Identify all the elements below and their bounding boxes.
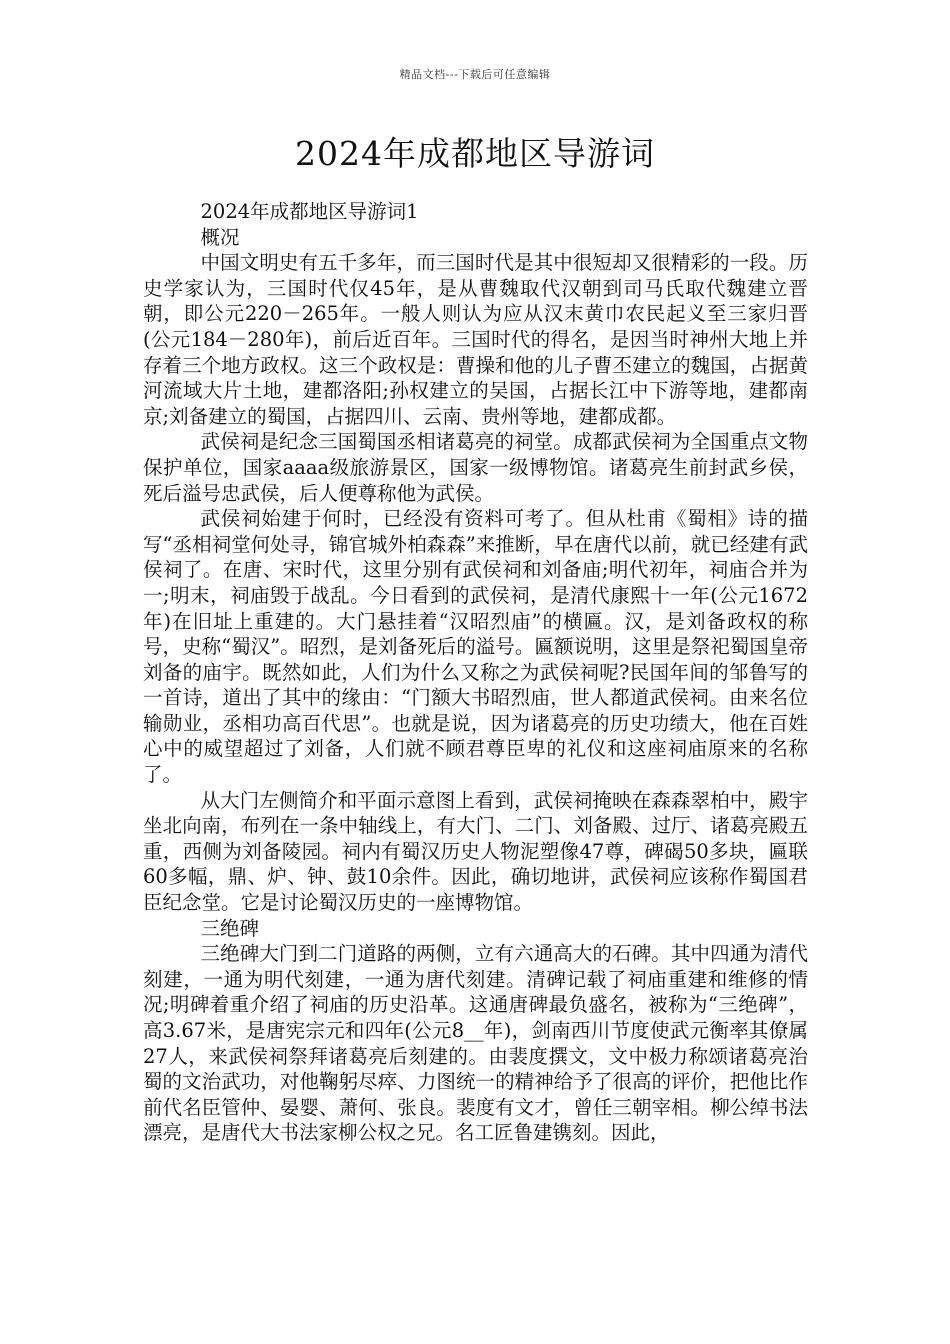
body-paragraph: 从大门左侧简介和平面示意图上看到，武侯祠掩映在森森翠柏中，殿宇坐北向南，布列在一条中轴线上，有大门、二门、刘备殿、过厅、诸葛亮殿五重，西侧为刘备陵园。祠内有蜀汉历史人物泥塑像47尊，碑碣50多块，匾联60多幅，鼎、炉、钟、鼓10余件。因此，确切地讲，武侯祠应该称作蜀国君臣纪念堂。它是讨论蜀汉历史的一座博物馆。 (143, 788, 808, 915)
body-paragraph: 武侯祠始建于何时，已经没有资料可考了。但从杜甫《蜀相》诗的描写“丞相祠堂何处寻，锦官城外柏森森”来推断，早在唐代以前，就已经建有武侯祠了。在唐、宋时代，这里分别有武侯祠和刘备庙;明代初年，祠庙合并为一;明末，祠庙毁于战乱。今日看到的武侯祠，是清代康熙十一年(公元1672年)在旧址上重建的。大门悬挂着“汉昭烈庙”的横匾。汉，是刘备政权的称号，史称“蜀汉”。昭烈，是刘备死后的溢号。匾额说明，这里是祭祀蜀国皇帝刘备的庙宇。既然如此，人们为什么又称之为武侯祠呢?民国年间的邹鲁写的一首诗，道出了其中的缘由：“门额大书昭烈庙，世人都道武侯祠。由来名位输勋业，丞相功高百代思”。也就是说，因为诸葛亮的历史功绩大，他在百姓心中的威望超过了刘备，人们就不顾君尊臣卑的礼仪和这座祠庙原来的名称了。 (143, 507, 808, 787)
document-subtitle: 2024年成都地区导游词1 (200, 200, 419, 223)
body-paragraph: 武侯祠是纪念三国蜀国丞相诸葛亮的祠堂。成都武侯祠为全国重点文物保护单位，国家aaaa级旅游景区，国家一级博物馆。诸葛亮生前封武乡侯，死后溢号忠武侯，后人便尊称他为武侯。 (143, 430, 808, 505)
document-title: 2024年成都地区导游词 (295, 134, 655, 173)
section-heading-overview: 概况 (200, 225, 240, 249)
body-paragraph: 三绝碑大门到二门道路的两侧，立有六通高大的石碑。其中四通为清代刻建，一通为明代刻建，一通为唐代刻建。清碑记载了祠庙重建和维修的情况;明碑着重介绍了祠庙的历史沿革。这通唐碑最负盛名，被称为“三绝碑”，高3.67米，是唐宪宗元和四年(公元8__年)，剑南西川节度使武元衡率其僚属27人，来武侯祠祭拜诸葛亮后刻建的。由裴度撰文，文中极力称颂诸葛亮治蜀的文治武功，对他鞠躬尽瘁、力图统一的精神给予了很高的评价，把他比作前代名臣管仲、晏婴、萧何、张良。裴度有文才，曾任三朝宰相。柳公绰书法漂亮，是唐代大书法家柳公权之兄。名工匠鲁建镌刻。因此， (143, 942, 808, 1145)
body-paragraph: 中国文明史有五千多年，而三国时代是其中很短却又很精彩的一段。历史学家认为，三国时代仅45年，是从曹魏取代汉朝到司马氏取代魏建立晋朝，即公元220－265年。一般人则认为应从汉末黄巾农民起义至三家归晋(公元184－280年)，前后近百年。三国时代的得名，是因当时神州大地上并存着三个地方政权。这三个政权是：曹操和他的儿子曹丕建立的魏国，占据黄河流域大片土地，建都洛阳;孙权建立的吴国，占据长江中下游等地，建都南京;刘备建立的蜀国，占据四川、云南、贵州等地，建都成都。 (143, 251, 808, 428)
document-body (143, 199, 808, 1146)
section-heading-stele: 三绝碑 (200, 916, 260, 940)
page-header-note: 精品文档---下载后可任意编辑 (399, 68, 551, 81)
